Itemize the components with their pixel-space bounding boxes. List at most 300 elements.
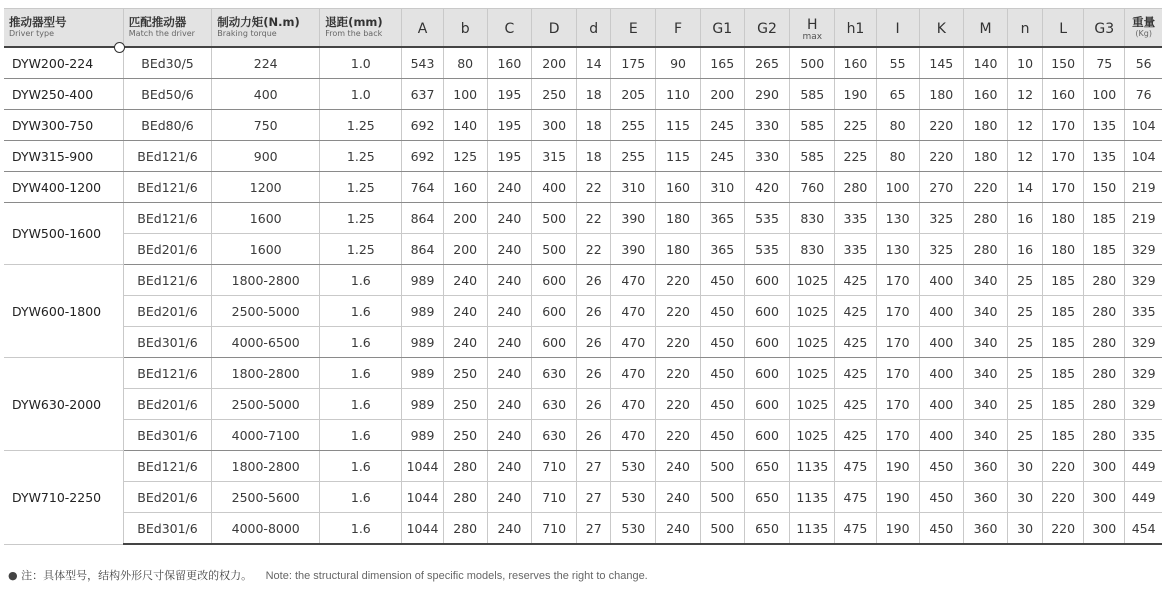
- cell-col-1: BEd121/6: [123, 141, 211, 172]
- cell-col-18: 30: [1008, 513, 1043, 545]
- col-header-9: [611, 9, 656, 48]
- cell-col-17: 180: [963, 110, 1007, 141]
- col-header-symbol: D: [548, 21, 560, 37]
- cell-col-5: 200: [443, 203, 487, 234]
- cell-col-11: 310: [700, 172, 744, 203]
- cell-col-12: 330: [744, 141, 789, 172]
- cell-col-6: 240: [487, 203, 531, 234]
- col-header-19: [1043, 9, 1084, 48]
- cell-col-18: 30: [1008, 451, 1043, 482]
- cell-col-17: 180: [963, 141, 1007, 172]
- cell-col-2: 1800-2800: [212, 451, 320, 482]
- cell-col-10: 90: [656, 47, 700, 79]
- cell-col-12: 600: [744, 358, 789, 389]
- col-header-20: [1084, 9, 1125, 48]
- cell-col-7: 630: [532, 420, 577, 451]
- cell-col-1: BEd80/6: [123, 110, 211, 141]
- cell-col-15: 190: [876, 513, 919, 545]
- cell-col-19: 185: [1043, 420, 1084, 451]
- col-header-en: Match the driver: [128, 29, 195, 38]
- col-header-5: [443, 9, 487, 48]
- cell-col-14: 425: [835, 327, 876, 358]
- cell-col-15: 190: [876, 451, 919, 482]
- cell-col-13: 830: [790, 234, 835, 265]
- cell-col-18: 25: [1008, 420, 1043, 451]
- cell-col-7: 630: [532, 358, 577, 389]
- cell-col-4: 989: [402, 296, 443, 327]
- cell-col-13: 1025: [790, 389, 835, 420]
- col-header-3: [320, 9, 402, 48]
- cell-col-7: 600: [532, 265, 577, 296]
- cell-col-16: 145: [919, 47, 963, 79]
- col-header-17: [963, 9, 1007, 48]
- cell-col-12: 600: [744, 389, 789, 420]
- cell-col-3: 1.25: [320, 141, 402, 172]
- col-header-symbol: G1: [712, 21, 733, 37]
- cell-col-19: 180: [1043, 203, 1084, 234]
- cell-col-2: 1600: [212, 234, 320, 265]
- cell-col-5: 250: [443, 389, 487, 420]
- cell-col-12: 535: [744, 203, 789, 234]
- cell-col-3: 1.0: [320, 79, 402, 110]
- cell-col-3: 1.6: [320, 327, 402, 358]
- cell-col-11: 245: [700, 110, 744, 141]
- cell-col-2: 1200: [212, 172, 320, 203]
- cell-col-4: 989: [402, 358, 443, 389]
- cell-col-5: 240: [443, 265, 487, 296]
- cell-col-15: 130: [876, 203, 919, 234]
- cell-col-15: 170: [876, 327, 919, 358]
- cell-col-11: 450: [700, 420, 744, 451]
- table-row: [4, 265, 1162, 296]
- cell-col-8: 27: [577, 513, 611, 545]
- col-header-en: (Kg): [1135, 29, 1152, 38]
- cell-col-17: 360: [963, 513, 1007, 545]
- cell-col-16: 450: [919, 482, 963, 513]
- cell-col-14: 425: [835, 420, 876, 451]
- cell-col-8: 27: [577, 482, 611, 513]
- cell-col-11: 365: [700, 203, 744, 234]
- cell-col-14: 425: [835, 358, 876, 389]
- col-header-zh: 重量: [1132, 15, 1156, 29]
- cell-col-8: 22: [577, 203, 611, 234]
- cell-col-12: 290: [744, 79, 789, 110]
- cell-col-15: 80: [876, 141, 919, 172]
- table-row: [4, 513, 1162, 545]
- cell-col-5: 240: [443, 327, 487, 358]
- cell-col-21: 76: [1125, 79, 1162, 110]
- col-header-symbol: E: [628, 21, 638, 37]
- cell-col-21: 449: [1125, 482, 1162, 513]
- cell-col-4: 989: [402, 327, 443, 358]
- col-header-13: [790, 9, 835, 48]
- cell-col-2: 750: [212, 110, 320, 141]
- table-row: [4, 358, 1162, 389]
- cell-col-21: 329: [1125, 327, 1162, 358]
- cell-col-3: 1.6: [320, 513, 402, 545]
- cell-col-19: 160: [1043, 79, 1084, 110]
- cell-col-10: 115: [656, 141, 700, 172]
- cell-col-2: 4000-6500: [212, 327, 320, 358]
- cell-model: DYW250-400: [4, 79, 123, 110]
- cell-col-10: 115: [656, 110, 700, 141]
- table-row: [4, 234, 1162, 265]
- ring-marker-icon: [114, 42, 125, 53]
- cell-col-8: 26: [577, 358, 611, 389]
- col-header-symbol: n: [1020, 21, 1030, 37]
- cell-col-12: 600: [744, 265, 789, 296]
- cell-col-6: 195: [487, 141, 531, 172]
- col-header-symbol: A: [417, 21, 428, 37]
- cell-col-3: 1.6: [320, 451, 402, 482]
- cell-col-6: 240: [487, 451, 531, 482]
- cell-col-11: 165: [700, 47, 744, 79]
- cell-col-20: 135: [1084, 110, 1125, 141]
- cell-col-4: 989: [402, 420, 443, 451]
- cell-col-10: 240: [656, 482, 700, 513]
- cell-model: DYW300-750: [4, 110, 123, 141]
- cell-col-20: 300: [1084, 513, 1125, 545]
- cell-col-1: BEd201/6: [123, 482, 211, 513]
- cell-col-14: 225: [835, 110, 876, 141]
- cell-col-2: 224: [212, 47, 320, 79]
- cell-col-4: 864: [402, 203, 443, 234]
- col-header-symbol: C: [504, 21, 515, 37]
- cell-col-7: 710: [532, 482, 577, 513]
- col-header-symbol: h1: [846, 21, 865, 37]
- cell-col-17: 340: [963, 389, 1007, 420]
- cell-col-20: 150: [1084, 172, 1125, 203]
- cell-col-4: 692: [402, 110, 443, 141]
- cell-col-16: 220: [919, 141, 963, 172]
- cell-col-6: 240: [487, 296, 531, 327]
- cell-col-15: 130: [876, 234, 919, 265]
- cell-col-11: 200: [700, 79, 744, 110]
- cell-col-21: 56: [1125, 47, 1162, 79]
- cell-col-1: BEd201/6: [123, 234, 211, 265]
- cell-col-10: 240: [656, 451, 700, 482]
- cell-col-2: 900: [212, 141, 320, 172]
- col-header-symbol: G3: [1094, 21, 1115, 37]
- cell-col-1: BEd50/6: [123, 79, 211, 110]
- table-row: [4, 296, 1162, 327]
- cell-col-13: 830: [790, 203, 835, 234]
- cell-col-6: 240: [487, 420, 531, 451]
- cell-col-17: 340: [963, 327, 1007, 358]
- cell-col-4: 637: [402, 79, 443, 110]
- table-row: [4, 327, 1162, 358]
- table-row: [4, 110, 1162, 141]
- cell-col-1: BEd301/6: [123, 420, 211, 451]
- col-header-en: From the back: [325, 29, 383, 38]
- cell-col-12: 650: [744, 451, 789, 482]
- col-header-en: Driver type: [9, 29, 55, 38]
- cell-col-10: 110: [656, 79, 700, 110]
- cell-col-11: 245: [700, 141, 744, 172]
- cell-col-19: 170: [1043, 141, 1084, 172]
- cell-col-6: 240: [487, 513, 531, 545]
- cell-col-8: 26: [577, 296, 611, 327]
- cell-col-9: 470: [611, 296, 656, 327]
- col-header-14: [835, 9, 876, 48]
- cell-col-7: 600: [532, 296, 577, 327]
- cell-col-19: 150: [1043, 47, 1084, 79]
- cell-col-7: 200: [532, 47, 577, 79]
- cell-col-14: 280: [835, 172, 876, 203]
- cell-col-20: 280: [1084, 389, 1125, 420]
- cell-col-4: 1044: [402, 513, 443, 545]
- cell-col-20: 280: [1084, 327, 1125, 358]
- cell-col-18: 12: [1008, 110, 1043, 141]
- cell-col-6: 240: [487, 482, 531, 513]
- cell-col-20: 280: [1084, 358, 1125, 389]
- cell-col-5: 280: [443, 482, 487, 513]
- cell-col-10: 180: [656, 203, 700, 234]
- cell-col-19: 220: [1043, 451, 1084, 482]
- table-row: [4, 389, 1162, 420]
- cell-col-5: 160: [443, 172, 487, 203]
- cell-col-14: 475: [835, 482, 876, 513]
- cell-model: DYW710-2250: [4, 451, 123, 545]
- cell-col-9: 530: [611, 482, 656, 513]
- cell-col-21: 329: [1125, 389, 1162, 420]
- cell-col-15: 170: [876, 420, 919, 451]
- cell-col-1: BEd201/6: [123, 389, 211, 420]
- cell-col-16: 450: [919, 513, 963, 545]
- cell-col-14: 160: [835, 47, 876, 79]
- cell-col-8: 26: [577, 420, 611, 451]
- cell-col-19: 185: [1043, 296, 1084, 327]
- cell-col-15: 65: [876, 79, 919, 110]
- cell-col-11: 450: [700, 358, 744, 389]
- cell-col-5: 100: [443, 79, 487, 110]
- cell-col-15: 170: [876, 265, 919, 296]
- cell-col-18: 25: [1008, 327, 1043, 358]
- cell-model: DYW600-1800: [4, 265, 123, 358]
- cell-col-4: 1044: [402, 482, 443, 513]
- cell-col-19: 185: [1043, 327, 1084, 358]
- cell-col-3: 1.25: [320, 172, 402, 203]
- cell-col-11: 500: [700, 451, 744, 482]
- cell-col-9: 530: [611, 451, 656, 482]
- cell-col-20: 135: [1084, 141, 1125, 172]
- cell-col-16: 400: [919, 296, 963, 327]
- cell-col-9: 470: [611, 327, 656, 358]
- col-header-zh: 退距(mm): [325, 15, 383, 29]
- cell-col-9: 470: [611, 265, 656, 296]
- cell-col-2: 4000-8000: [212, 513, 320, 545]
- col-header-symbol: G2: [757, 21, 777, 37]
- cell-col-14: 425: [835, 296, 876, 327]
- cell-col-12: 535: [744, 234, 789, 265]
- cell-col-1: BEd301/6: [123, 327, 211, 358]
- cell-col-20: 280: [1084, 420, 1125, 451]
- cell-col-18: 16: [1008, 203, 1043, 234]
- cell-col-15: 55: [876, 47, 919, 79]
- cell-col-20: 300: [1084, 451, 1125, 482]
- cell-col-18: 10: [1008, 47, 1043, 79]
- cell-col-19: 170: [1043, 172, 1084, 203]
- cell-col-2: 1800-2800: [212, 265, 320, 296]
- cell-col-20: 75: [1084, 47, 1125, 79]
- cell-col-17: 340: [963, 358, 1007, 389]
- cell-col-6: 160: [487, 47, 531, 79]
- cell-col-19: 185: [1043, 265, 1084, 296]
- cell-col-12: 600: [744, 296, 789, 327]
- cell-col-20: 185: [1084, 203, 1125, 234]
- cell-col-6: 195: [487, 79, 531, 110]
- cell-col-15: 80: [876, 110, 919, 141]
- cell-col-21: 329: [1125, 358, 1162, 389]
- cell-col-11: 450: [700, 296, 744, 327]
- cell-col-14: 335: [835, 203, 876, 234]
- cell-col-14: 475: [835, 451, 876, 482]
- cell-col-19: 180: [1043, 234, 1084, 265]
- cell-col-16: 450: [919, 451, 963, 482]
- cell-col-11: 450: [700, 389, 744, 420]
- cell-col-16: 270: [919, 172, 963, 203]
- cell-col-1: BEd121/6: [123, 203, 211, 234]
- cell-col-4: 989: [402, 389, 443, 420]
- cell-col-12: 650: [744, 513, 789, 545]
- cell-col-12: 420: [744, 172, 789, 203]
- col-header-en: Braking torque: [217, 29, 277, 38]
- cell-col-6: 240: [487, 389, 531, 420]
- cell-model: DYW630-2000: [4, 358, 123, 451]
- col-header-16: [919, 9, 963, 48]
- cell-col-6: 240: [487, 265, 531, 296]
- table-row: [4, 47, 1162, 79]
- table-row: [4, 451, 1162, 482]
- cell-col-16: 400: [919, 327, 963, 358]
- cell-col-8: 18: [577, 110, 611, 141]
- cell-col-8: 27: [577, 451, 611, 482]
- cell-col-8: 22: [577, 172, 611, 203]
- cell-col-8: 22: [577, 234, 611, 265]
- cell-col-10: 180: [656, 234, 700, 265]
- cell-col-21: 104: [1125, 141, 1162, 172]
- cell-col-9: 310: [611, 172, 656, 203]
- col-header-symbol: b: [460, 21, 470, 37]
- cell-col-17: 280: [963, 234, 1007, 265]
- cell-model: DYW400-1200: [4, 172, 123, 203]
- cell-col-12: 265: [744, 47, 789, 79]
- cell-col-2: 2500-5000: [212, 296, 320, 327]
- cell-col-12: 330: [744, 110, 789, 141]
- cell-col-17: 220: [963, 172, 1007, 203]
- cell-col-7: 250: [532, 79, 577, 110]
- col-header-0: [4, 9, 123, 48]
- cell-col-6: 240: [487, 172, 531, 203]
- cell-col-10: 220: [656, 420, 700, 451]
- col-header-7: [532, 9, 577, 48]
- cell-col-13: 585: [790, 110, 835, 141]
- table-row: [4, 79, 1162, 110]
- note-en: Note: the structural dimension of specific models, reserves the right to change.: [265, 570, 648, 582]
- cell-col-17: 360: [963, 451, 1007, 482]
- cell-col-3: 1.6: [320, 420, 402, 451]
- cell-col-16: 325: [919, 234, 963, 265]
- cell-col-14: 225: [835, 141, 876, 172]
- cell-col-20: 185: [1084, 234, 1125, 265]
- cell-model: DYW315-900: [4, 141, 123, 172]
- col-header-2: [212, 9, 320, 48]
- cell-col-18: 25: [1008, 265, 1043, 296]
- cell-col-13: 585: [790, 141, 835, 172]
- cell-col-18: 12: [1008, 141, 1043, 172]
- cell-col-2: 1800-2800: [212, 358, 320, 389]
- cell-col-13: 1025: [790, 420, 835, 451]
- col-header-symbol: d: [589, 21, 599, 37]
- cell-col-10: 240: [656, 513, 700, 545]
- cell-col-6: 195: [487, 110, 531, 141]
- cell-col-14: 425: [835, 389, 876, 420]
- table-row: [4, 420, 1162, 451]
- table-row: [4, 482, 1162, 513]
- cell-col-5: 250: [443, 420, 487, 451]
- cell-col-18: 14: [1008, 172, 1043, 203]
- note-bullet: ●: [8, 569, 18, 582]
- header-row: [4, 9, 1162, 48]
- cell-col-3: 1.6: [320, 358, 402, 389]
- col-header-21: [1125, 9, 1162, 48]
- cell-col-5: 280: [443, 513, 487, 545]
- col-header-zh: 推动器型号: [9, 15, 67, 29]
- cell-col-18: 25: [1008, 296, 1043, 327]
- cell-col-2: 2500-5000: [212, 389, 320, 420]
- cell-col-20: 280: [1084, 296, 1125, 327]
- cell-col-1: BEd30/5: [123, 47, 211, 79]
- cell-col-7: 300: [532, 110, 577, 141]
- cell-col-18: 30: [1008, 482, 1043, 513]
- table-row: [4, 172, 1162, 203]
- table-body: [4, 47, 1162, 544]
- cell-col-21: 335: [1125, 296, 1162, 327]
- col-header-symbol: I: [895, 21, 900, 37]
- table-row: [4, 203, 1162, 234]
- cell-col-8: 18: [577, 141, 611, 172]
- cell-col-18: 12: [1008, 79, 1043, 110]
- cell-col-11: 450: [700, 327, 744, 358]
- cell-col-9: 470: [611, 358, 656, 389]
- cell-col-2: 4000-7100: [212, 420, 320, 451]
- cell-col-2: 400: [212, 79, 320, 110]
- col-header-symbol: M: [979, 21, 992, 37]
- table-header: [4, 9, 1162, 48]
- cell-col-3: 1.6: [320, 482, 402, 513]
- cell-col-17: 340: [963, 420, 1007, 451]
- col-header-symbol: F: [674, 21, 683, 37]
- cell-col-3: 1.6: [320, 265, 402, 296]
- cell-col-18: 25: [1008, 389, 1043, 420]
- cell-col-7: 315: [532, 141, 577, 172]
- cell-col-21: 449: [1125, 451, 1162, 482]
- cell-col-21: 219: [1125, 203, 1162, 234]
- cell-col-10: 160: [656, 172, 700, 203]
- cell-col-5: 280: [443, 451, 487, 482]
- cell-col-4: 989: [402, 265, 443, 296]
- cell-col-19: 220: [1043, 513, 1084, 545]
- cell-col-14: 475: [835, 513, 876, 545]
- col-header-4: [402, 9, 443, 48]
- cell-col-5: 140: [443, 110, 487, 141]
- cell-col-12: 600: [744, 327, 789, 358]
- col-header-symbol: H: [807, 16, 818, 33]
- cell-col-13: 1135: [790, 451, 835, 482]
- cell-col-13: 1025: [790, 296, 835, 327]
- col-header-6: [487, 9, 531, 48]
- cell-col-5: 80: [443, 47, 487, 79]
